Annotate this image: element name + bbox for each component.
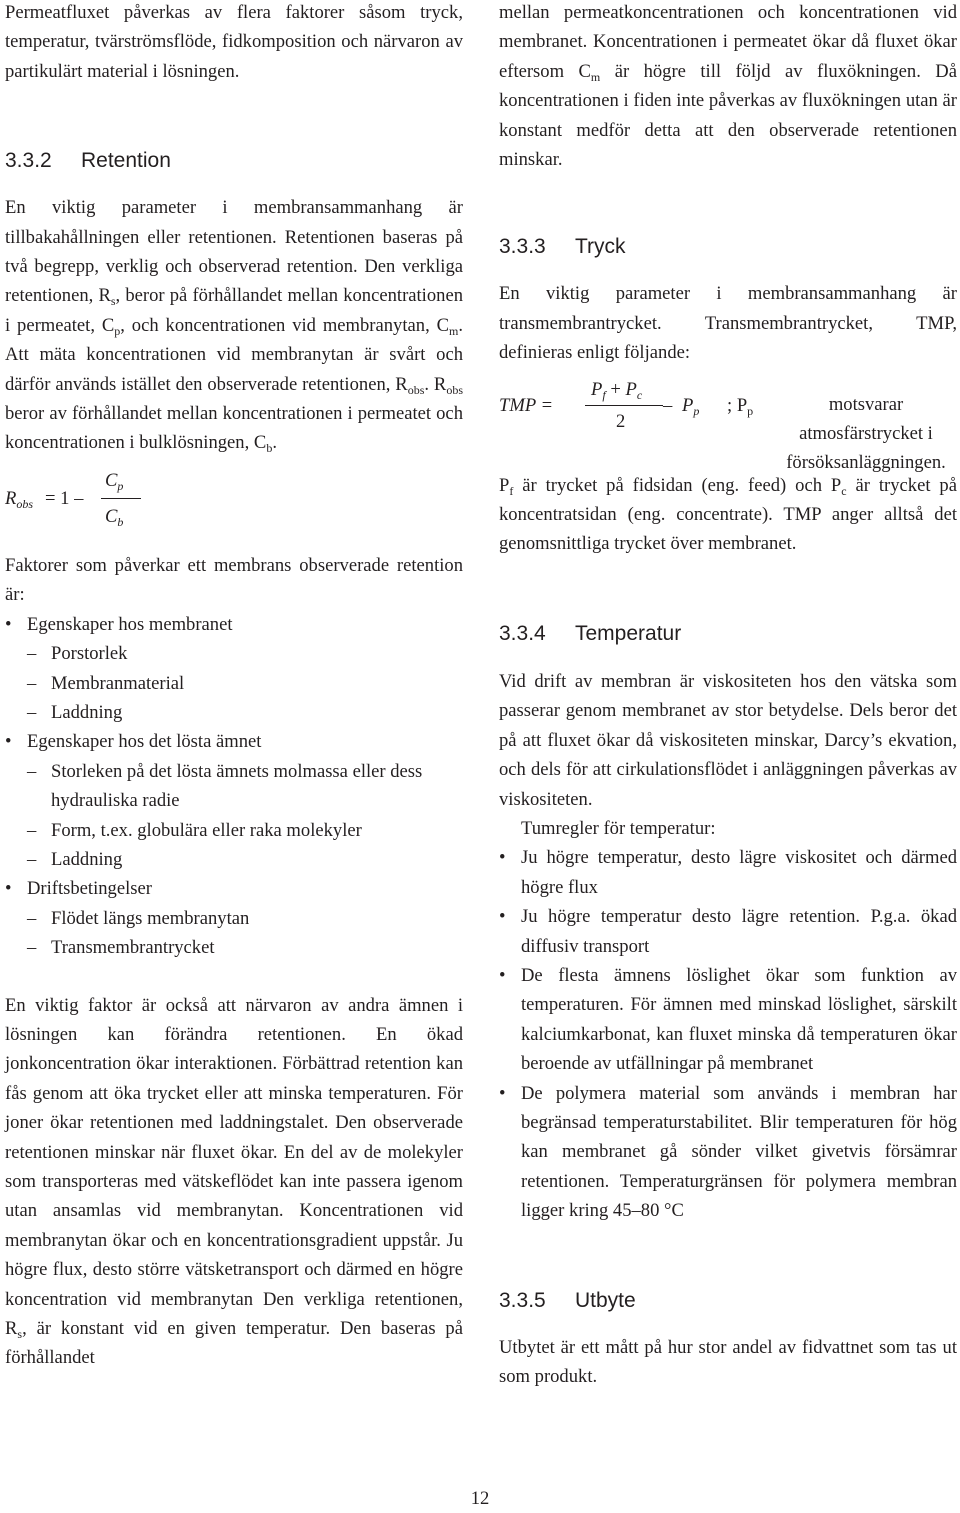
formula-numerator	[591, 375, 642, 404]
subscript: b	[117, 514, 124, 529]
text-run: . R	[424, 373, 447, 395]
formula-symbol: P	[591, 378, 603, 400]
rule-item: • Ju högre temperatur, desto lägre viskositet och därmed högre flux	[499, 843, 957, 902]
text-run: , och koncentrationen vid membranytan, C	[120, 314, 449, 336]
section-number: 3.3.5	[499, 1288, 546, 1312]
section-heading-temperatur	[499, 619, 957, 649]
formula-note-lead	[727, 391, 753, 420]
rule-item: • De flesta ämnens löslighet ökar som funktion av temperaturen. För ämnen med minskad löslighet, särskilt kalciumkarbonat, kan fluxet minska då temperaturen ökar beroende av utfällningar på membranet	[499, 961, 957, 1079]
temperatur-paragraph-1: Vid drift av membran är viskositeten hos den vätska som passerar genom membranet av stor betydelse. Dels beror det på att fluxet ökar då viskositeten minskar, Darcy’s ekvation, och dels för att cirkulationsflödet i anläggningen påverkas av viskositeten.	[499, 670, 957, 810]
page-number: 12	[470, 1488, 490, 1509]
left-column	[5, 0, 463, 1373]
factor-label: Egenskaper hos det lösta ämnet	[27, 731, 262, 753]
sub-item: – Flödet längs membranytan	[5, 904, 463, 933]
rules-list	[499, 843, 957, 1225]
subscript: c	[841, 483, 847, 498]
factor-item	[5, 727, 463, 874]
formula-operator: +	[610, 378, 621, 400]
subscript: f	[509, 483, 514, 498]
formula-pp	[682, 391, 699, 420]
text-run: , är konstant vid en given temperatur. Den baseras på förhållandet	[5, 1318, 463, 1369]
factor-sublist	[5, 904, 463, 963]
intro-paragraph: Permeatfluxet påverkas av flera faktorer såsom tryck, temperatur, tvärströmsflöde, fidkomposition och närvaron av partikulärt material i lösningen.	[5, 2, 463, 82]
formula-lhs	[5, 484, 33, 513]
factor-sublist	[5, 639, 463, 727]
formula-denominator	[105, 502, 123, 531]
sub-item: – Form, t.ex. globulära eller raka molekyler	[5, 816, 463, 845]
subscript: p	[114, 323, 121, 338]
subscript: m	[449, 323, 459, 338]
section-title: Tryck	[575, 235, 626, 259]
text-run: , beror på förhållandet mellan koncentrationen i permeatet, C	[5, 285, 463, 336]
text-run: är trycket på fidsidan (eng. feed) och P	[513, 474, 842, 496]
formula-note: motsvarar atmosfärstrycket i försöksanläggningen.	[786, 393, 946, 474]
text-run: mellan permeatkoncentrationen och koncentrationen vid membranet. Koncentrationen i permeatet ökar då fluxet ökar eftersom C	[499, 2, 957, 82]
subscript: m	[590, 69, 601, 84]
formula-equals: = 1 –	[45, 487, 84, 509]
formula-robs	[5, 462, 463, 540]
section-number: 3.3.2	[5, 149, 52, 173]
subscript: p	[117, 478, 124, 493]
sub-item: – Porstorlek	[5, 639, 463, 668]
factor-item	[5, 610, 463, 728]
fraction-bar	[101, 498, 141, 499]
section-title: Retention	[81, 149, 171, 173]
rule-item: • Ju högre temperatur desto lägre retention. P.g.a. ökad diffusiv transport	[499, 902, 957, 961]
text-run: är högre till följd av fluxökningen. Då koncentrationen i fiden inte påverkas av fluxökningen utan är konstant medför detta att den observerade retentionen minskar.	[499, 60, 957, 171]
text-run: är trycket på koncentratsidan (eng. concentrate). TMP anger alltså det genomsnittliga trycket över membranet.	[499, 474, 957, 555]
subscript: p	[693, 403, 700, 418]
tryck-paragraph-2	[499, 471, 957, 559]
rules-intro: Tumregler för temperatur:	[521, 817, 716, 839]
retention-continuation	[499, 0, 957, 174]
rule-item: • De polymera material som används i membran har begränsad temperaturstabilitet. Blir temperaturen för hög kan membranet gå sönder vilket givetvis försämrar retentionen. Temperaturgränsen för polymera membran ligger kring 45–80 °C	[499, 1079, 957, 1226]
subscript: obs	[16, 496, 34, 511]
subscript: obs	[446, 382, 464, 397]
factor-label: Driftsbetingelser	[27, 878, 152, 900]
formula-numerator	[105, 466, 123, 495]
section-heading-tryck	[499, 232, 957, 262]
formula-minus: –	[663, 394, 673, 416]
subscript: obs	[407, 382, 425, 397]
subscript: s	[110, 294, 116, 309]
factor-sublist	[5, 757, 463, 875]
text-run: En viktig parameter i membransammanhang är tillbakahållningen eller retentionen. Retentionen baseras på två begrepp, verklig och observerad retention. Den verkliga retentionen, R	[5, 197, 463, 307]
formula-tmp	[499, 377, 957, 474]
formula-symbol: R	[5, 487, 17, 509]
retention-paragraph-1	[5, 193, 463, 458]
text-run: P	[499, 474, 510, 496]
section-number: 3.3.3	[499, 235, 546, 259]
subscript: f	[602, 387, 606, 402]
subscript: b	[266, 441, 273, 456]
subscript: s	[17, 1327, 23, 1342]
sub-item: – Membranmaterial	[5, 669, 463, 698]
text-run: En viktig faktor är också att närvaron av andra ämnen i lösningen kan förändra retentionen. En ökad jonkoncentration ökar interaktionen. Förbättrad retention kan fås genom att öka trycket eller att minska temperaturen. För joner ökar retentionen med laddningstalet. Den observerade retentionen minskar när fluxet ökar. En del av de molekyler som transporteras med vätskeflödet kan inte passera igenom utan ansamlas vid membranytan. Koncentrationen vid membranytan ökar och en koncentrationsgradient uppstår. Ju högre flux, desto större vätsketransport och därmed en högre koncentration vid membranytan Den verkliga retentionen, R	[5, 994, 463, 1340]
sub-item: – Storleken på det lösta ämnets molmassa eller dess hydrauliska radie	[5, 757, 463, 816]
text-run: ; P	[727, 394, 748, 416]
right-column	[499, 0, 957, 1391]
sub-item: – Laddning	[5, 698, 463, 727]
tryck-paragraph-1: En viktig parameter i membransammanhang är transmembrantrycket. Transmembrantrycket, TMP, definieras enligt följande:	[499, 283, 957, 364]
utbyte-paragraph-1: Utbytet är ett mått på hur stor andel av fidvattnet som tas ut som produkt.	[499, 1336, 957, 1387]
text-run: . Att mäta koncentrationen vid membranytan är svårt och därför används istället den observerade retentionen, R	[5, 314, 463, 395]
subscript: p	[747, 403, 754, 418]
text-run: beror av förhållandet mellan koncentrationen i permeatet och koncentrationen i bulklösningen, C	[5, 403, 463, 454]
formula-symbol: P	[682, 394, 694, 416]
factor-label: Egenskaper hos membranet	[27, 613, 233, 635]
section-number: 3.3.4	[499, 621, 546, 645]
formula-symbol: P	[625, 378, 637, 400]
section-title: Temperatur	[575, 621, 682, 645]
factors-list	[5, 610, 463, 963]
subscript: c	[636, 387, 643, 402]
sub-item: – Transmembrantrycket	[5, 933, 463, 962]
formula-lhs: TMP =	[499, 394, 554, 416]
formula-denominator: 2	[616, 410, 626, 432]
factors-intro: Faktorer som påverkar ett membrans observerade retention är:	[5, 554, 463, 606]
section-heading-retention	[5, 146, 463, 176]
formula-symbol: C	[105, 469, 118, 491]
section-heading-utbyte	[499, 1286, 957, 1316]
formula-symbol: C	[105, 505, 118, 527]
text-run: .	[272, 432, 277, 454]
retention-paragraph-2	[5, 991, 463, 1373]
section-title: Utbyte	[575, 1288, 636, 1312]
factor-item	[5, 874, 463, 962]
fraction-bar	[585, 405, 663, 406]
sub-item: – Laddning	[5, 845, 463, 874]
